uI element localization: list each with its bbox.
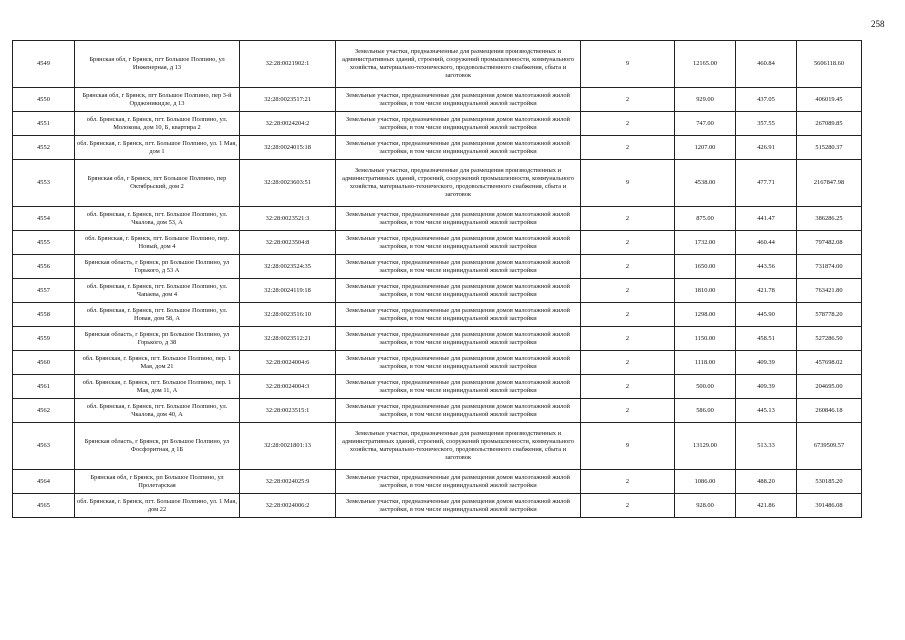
cell-row-number: 4558 (13, 303, 75, 327)
cell-category: 2 (581, 351, 675, 375)
cell-cadastral-value: 763421.80 (797, 279, 862, 303)
cell-specific-value: 409.39 (736, 351, 797, 375)
cell-cadastral-number: 32:28:0024025:9 (240, 470, 336, 494)
cell-cadastral-number: 32:28:0021801:13 (240, 423, 336, 470)
cell-specific-value: 421.78 (736, 279, 797, 303)
cell-category: 2 (581, 136, 675, 160)
cell-cadastral-number: 32:28:0024004:3 (240, 375, 336, 399)
cell-area: 929.00 (675, 88, 736, 112)
cell-category: 9 (581, 41, 675, 88)
cell-specific-value: 426.91 (736, 136, 797, 160)
cell-row-number: 4551 (13, 112, 75, 136)
cell-permitted-use: Земельные участки, предназначенные для размещения производственных и административных зданий, строений, сооружений промышленности, коммунального хозяйства, материально-технического, продовольственного снабжения, сбыта и заготовок (336, 160, 581, 207)
cell-area: 1732.00 (675, 231, 736, 255)
cell-permitted-use: Земельные участки, предназначенные для размещения производственных и административных зданий, строений, сооружений промышленности, коммунального хозяйства, материально-технического, продовольственного снабжения, сбыта и заготовок (336, 423, 581, 470)
cell-address: Брянская область, г Брянск, рп Большое Полпино, ул Фосфоритная, д 1Б (75, 423, 240, 470)
cell-category: 2 (581, 255, 675, 279)
cell-cadastral-value: 5606118.60 (797, 41, 862, 88)
cell-cadastral-value: 391486.08 (797, 494, 862, 518)
cell-permitted-use: Земельные участки, предназначенные для размещения домов малоэтажной жилой застройки, в том числе индивидуальной жилой застройки (336, 112, 581, 136)
cell-cadastral-number: 32:28:0024119:18 (240, 279, 336, 303)
cell-area: 1207.00 (675, 136, 736, 160)
cell-address: обл. Брянская, г. Брянск, пгт. Большое Полпино, пер. 1 Мая, дом 11, А (75, 375, 240, 399)
cell-area: 875.00 (675, 207, 736, 231)
cell-row-number: 4560 (13, 351, 75, 375)
table-row (13, 112, 862, 136)
cell-area: 1118.00 (675, 351, 736, 375)
cell-specific-value: 513.33 (736, 423, 797, 470)
cell-cadastral-number: 32:28:0023512:21 (240, 327, 336, 351)
cell-specific-value: 357.55 (736, 112, 797, 136)
cell-cadastral-number: 32:28:0023515:1 (240, 399, 336, 423)
cell-permitted-use: Земельные участки, предназначенные для размещения домов малоэтажной жилой застройки, в том числе индивидуальной жилой застройки (336, 279, 581, 303)
cell-permitted-use: Земельные участки, предназначенные для размещения производственных и административных зданий, строений, сооружений промышленности, коммунального хозяйства, материально-технического, продовольственного снабжения, сбыта и заготовок (336, 41, 581, 88)
cell-cadastral-value: 578778.20 (797, 303, 862, 327)
table-row (13, 423, 862, 470)
cell-address: обл. Брянская, г. Брянск, пгт. Большое Полпино, ул. Чкалова, дом 53, А (75, 207, 240, 231)
cell-address: обл. Брянская, г. Брянск, пгт. Большое Полпино, ул. Чкалова, дом 40, А (75, 399, 240, 423)
cell-specific-value: 421.86 (736, 494, 797, 518)
cell-cadastral-value: 386286.25 (797, 207, 862, 231)
cell-row-number: 4552 (13, 136, 75, 160)
cell-cadastral-value: 260846.18 (797, 399, 862, 423)
cell-category: 2 (581, 231, 675, 255)
table-row (13, 327, 862, 351)
cell-address: Брянская обл, г Брянск, пгт Большое Полпино, пер Октябрьский, дом 2 (75, 160, 240, 207)
cell-address: обл. Брянская, г. Брянск, пгт. Большое Полпино, ул. Новая, дом 58, А (75, 303, 240, 327)
cell-permitted-use: Земельные участки, предназначенные для размещения домов малоэтажной жилой застройки, в том числе индивидуальной жилой застройки (336, 88, 581, 112)
cell-category: 2 (581, 327, 675, 351)
cell-specific-value: 443.56 (736, 255, 797, 279)
page-number: 258 (871, 19, 885, 29)
cell-area: 1810.00 (675, 279, 736, 303)
cell-address: Брянская обл, г Брянск, пгт Большое Полпино, пер 3-й Орджоникидзе, д 13 (75, 88, 240, 112)
land-registry-table (12, 40, 862, 518)
cell-cadastral-number: 32:28:0021902:1 (240, 41, 336, 88)
cell-cadastral-number: 32:28:0023603:51 (240, 160, 336, 207)
cell-permitted-use: Земельные участки, предназначенные для размещения домов малоэтажной жилой застройки, в том числе индивидуальной жилой застройки (336, 136, 581, 160)
cell-address: обл. Брянская, г. Брянск, пгт. Большое Полпино, ул. 1 Мая, дом 22 (75, 494, 240, 518)
cell-specific-value: 441.47 (736, 207, 797, 231)
cell-permitted-use: Земельные участки, предназначенные для размещения домов малоэтажной жилой застройки, в том числе индивидуальной жилой застройки (336, 470, 581, 494)
cell-category: 9 (581, 423, 675, 470)
cell-area: 4538.00 (675, 160, 736, 207)
cell-permitted-use: Земельные участки, предназначенные для размещения домов малоэтажной жилой застройки, в том числе индивидуальной жилой застройки (336, 327, 581, 351)
cell-specific-value: 445.90 (736, 303, 797, 327)
cell-permitted-use: Земельные участки, предназначенные для размещения домов малоэтажной жилой застройки, в том числе индивидуальной жилой застройки (336, 255, 581, 279)
cell-permitted-use: Земельные участки, предназначенные для размещения домов малоэтажной жилой застройки, в том числе индивидуальной жилой застройки (336, 399, 581, 423)
table-row (13, 207, 862, 231)
cell-cadastral-value: 731874.00 (797, 255, 862, 279)
cell-row-number: 4553 (13, 160, 75, 207)
cell-address: Брянская обл, г Брянск, рп Большое Полпино, ул Пролетарская (75, 470, 240, 494)
cell-row-number: 4549 (13, 41, 75, 88)
cell-cadastral-value: 457698.02 (797, 351, 862, 375)
cell-specific-value: 437.05 (736, 88, 797, 112)
cell-row-number: 4561 (13, 375, 75, 399)
cell-category: 2 (581, 494, 675, 518)
cell-row-number: 4556 (13, 255, 75, 279)
cell-cadastral-number: 32:28:0023516:10 (240, 303, 336, 327)
table-row (13, 351, 862, 375)
cell-area: 500.00 (675, 375, 736, 399)
cell-address: Брянская область, г Брянск, рп Большое Полпино, ул Горького, д 38 (75, 327, 240, 351)
cell-cadastral-number: 32:28:0024204:2 (240, 112, 336, 136)
cell-permitted-use: Земельные участки, предназначенные для размещения домов малоэтажной жилой застройки, в том числе индивидуальной жилой застройки (336, 207, 581, 231)
cell-address: обл. Брянская, г. Брянск, пгт. Большое Полпино, пер. 1 Мая, дом 21 (75, 351, 240, 375)
cell-cadastral-number: 32:28:0024006:2 (240, 494, 336, 518)
cell-address: Брянская область, г Брянск, рп Большое Полпино, ул Горького, д 53 А (75, 255, 240, 279)
cell-area: 747.00 (675, 112, 736, 136)
cell-category: 2 (581, 279, 675, 303)
cell-cadastral-value: 527286.50 (797, 327, 862, 351)
cell-cadastral-number: 32:28:0024004:6 (240, 351, 336, 375)
cell-specific-value: 477.71 (736, 160, 797, 207)
cell-area: 12165.00 (675, 41, 736, 88)
cell-cadastral-value: 204695.00 (797, 375, 862, 399)
cell-category: 2 (581, 303, 675, 327)
cell-area: 928.00 (675, 494, 736, 518)
cell-cadastral-value: 406019.45 (797, 88, 862, 112)
cell-area: 1298.00 (675, 303, 736, 327)
cell-cadastral-number: 32:28:0023521:3 (240, 207, 336, 231)
cell-cadastral-value: 6739509.57 (797, 423, 862, 470)
cell-permitted-use: Земельные участки, предназначенные для размещения домов малоэтажной жилой застройки, в том числе индивидуальной жилой застройки (336, 303, 581, 327)
cell-row-number: 4554 (13, 207, 75, 231)
table-row (13, 375, 862, 399)
cell-row-number: 4555 (13, 231, 75, 255)
cell-category: 2 (581, 88, 675, 112)
cell-address: обл. Брянская, г. Брянск, пгт. Большое Полпино, ул. Чапаева, дом 4 (75, 279, 240, 303)
cell-specific-value: 488.20 (736, 470, 797, 494)
cell-row-number: 4559 (13, 327, 75, 351)
cell-cadastral-value: 797482.08 (797, 231, 862, 255)
cell-area: 1650.00 (675, 255, 736, 279)
table-row (13, 255, 862, 279)
cell-cadastral-value: 515280.37 (797, 136, 862, 160)
table-row (13, 399, 862, 423)
cell-category: 2 (581, 470, 675, 494)
cell-category: 2 (581, 207, 675, 231)
cell-row-number: 4563 (13, 423, 75, 470)
cell-category: 9 (581, 160, 675, 207)
cell-row-number: 4557 (13, 279, 75, 303)
cell-permitted-use: Земельные участки, предназначенные для размещения домов малоэтажной жилой застройки, в том числе индивидуальной жилой застройки (336, 351, 581, 375)
cell-area: 1086.00 (675, 470, 736, 494)
cell-cadastral-number: 32:28:0023524:35 (240, 255, 336, 279)
cell-cadastral-number: 32:28:0023517:21 (240, 88, 336, 112)
cell-category: 2 (581, 399, 675, 423)
cell-permitted-use: Земельные участки, предназначенные для размещения домов малоэтажной жилой застройки, в том числе индивидуальной жилой застройки (336, 375, 581, 399)
cell-area: 1150.00 (675, 327, 736, 351)
cell-specific-value: 445.13 (736, 399, 797, 423)
table-row (13, 494, 862, 518)
cell-area: 586.00 (675, 399, 736, 423)
table-row (13, 88, 862, 112)
table-row (13, 470, 862, 494)
cell-permitted-use: Земельные участки, предназначенные для размещения домов малоэтажной жилой застройки, в том числе индивидуальной жилой застройки (336, 231, 581, 255)
cell-address: обл. Брянская, г. Брянск, пгт. Большое Полпино, ул. Молокова, дом 10, Б, квартира 2 (75, 112, 240, 136)
table-row (13, 231, 862, 255)
cell-category: 2 (581, 375, 675, 399)
cell-cadastral-value: 2167847.98 (797, 160, 862, 207)
cell-permitted-use: Земельные участки, предназначенные для размещения домов малоэтажной жилой застройки, в том числе индивидуальной жилой застройки (336, 494, 581, 518)
cell-cadastral-value: 530185.20 (797, 470, 862, 494)
cell-area: 13129.00 (675, 423, 736, 470)
cell-row-number: 4562 (13, 399, 75, 423)
cell-specific-value: 460.44 (736, 231, 797, 255)
table-row (13, 136, 862, 160)
cell-cadastral-number: 32:28:0023504:8 (240, 231, 336, 255)
cell-cadastral-value: 267089.85 (797, 112, 862, 136)
cell-specific-value: 460.84 (736, 41, 797, 88)
table-body (13, 41, 862, 518)
table-row (13, 41, 862, 88)
cell-row-number: 4550 (13, 88, 75, 112)
cell-specific-value: 409.39 (736, 375, 797, 399)
cell-address: обл. Брянская, г. Брянск, пгт. Большое Полпино, ул. 1 Мая, дом 1 (75, 136, 240, 160)
table-row (13, 160, 862, 207)
cell-row-number: 4564 (13, 470, 75, 494)
cell-address: обл. Брянская, г. Брянск, пгт. Большое Полпино, пер. Новый, дом 4 (75, 231, 240, 255)
table-row (13, 279, 862, 303)
cell-address: Брянская обл, г Брянск, пгт Большое Полпино, ул Инженерная, д 13 (75, 41, 240, 88)
cell-category: 2 (581, 112, 675, 136)
cell-specific-value: 458.51 (736, 327, 797, 351)
table-row (13, 303, 862, 327)
cell-cadastral-number: 32:28:0024015:18 (240, 136, 336, 160)
cell-row-number: 4565 (13, 494, 75, 518)
